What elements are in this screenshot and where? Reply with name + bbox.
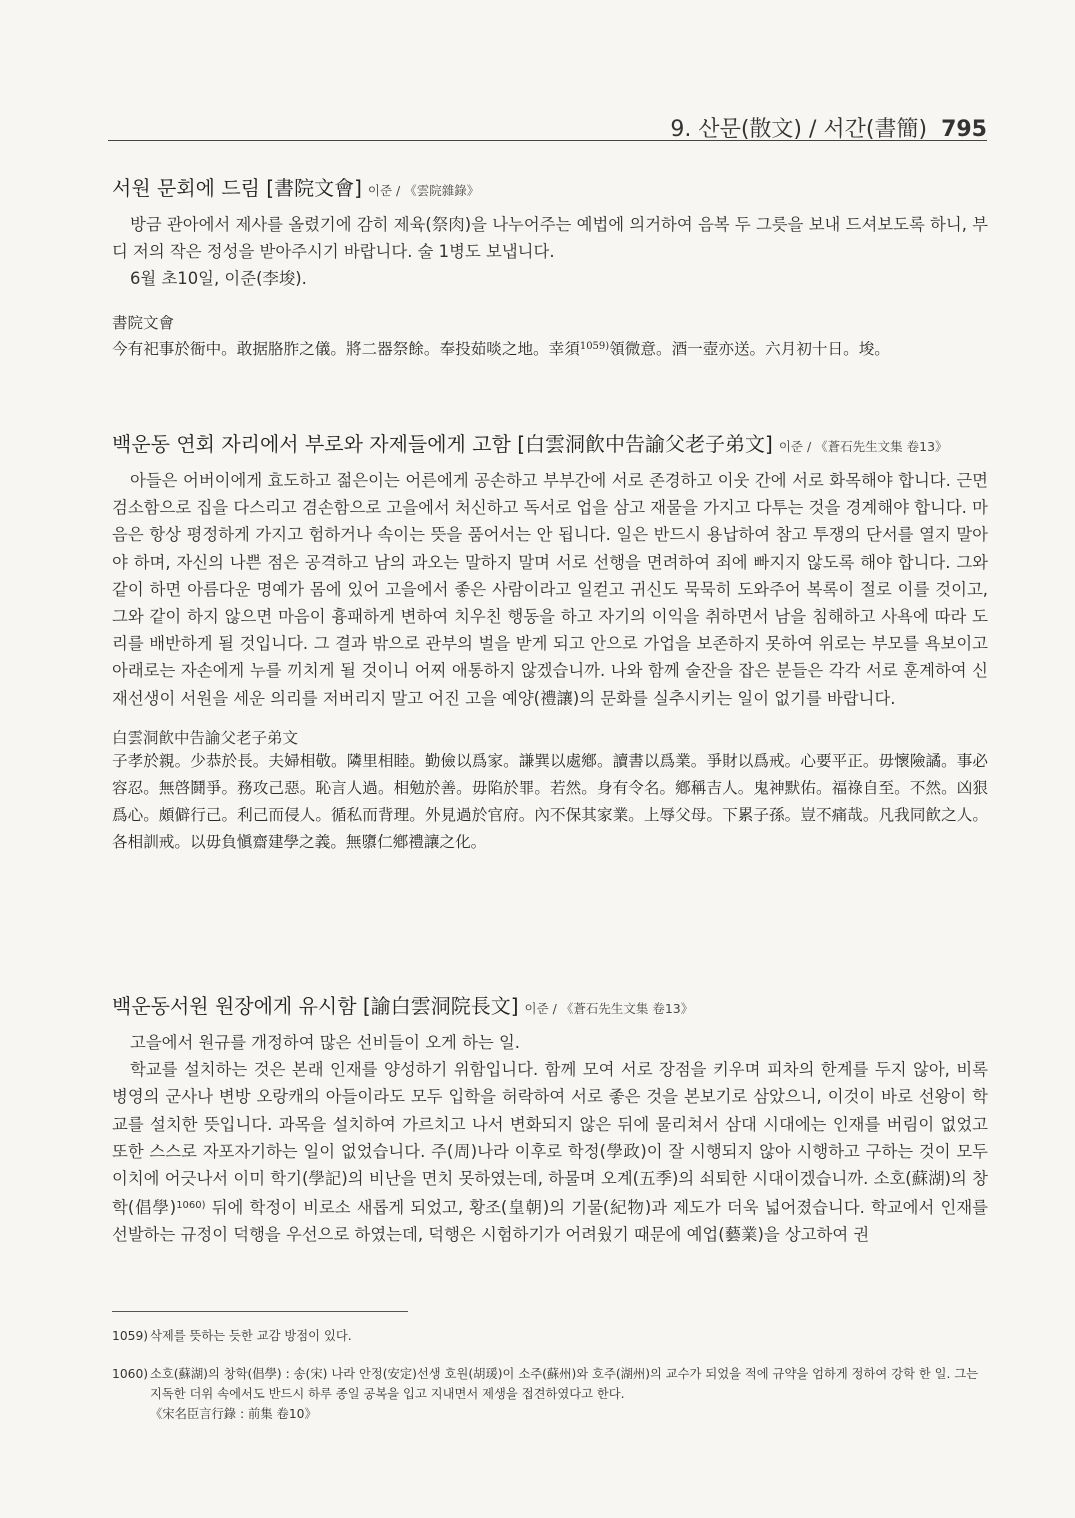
section-source: 이준 / 《蒼石先生文集 卷13》 bbox=[778, 439, 948, 454]
section-title bbox=[112, 172, 988, 201]
original-text bbox=[112, 333, 988, 363]
footnote-ref: 1060) bbox=[176, 1200, 206, 1212]
section-1 bbox=[112, 172, 988, 363]
footnote-text: 소호(蘇湖)의 창학(倡學) : 송(宋) 나라 안정(安定)선생 호원(胡瑗)이 소주(蘇州)와 호주(湖州)의 교수가 되었을 적에 규약을 엄하게 정하여 강학 한 일. 그는 지독한 더위 속에서도 반드시 하루 종일 공복을 입고 지내면서 제생을 접견하였다고 한다. bbox=[150, 1367, 979, 1401]
footnote-1059 bbox=[112, 1326, 986, 1346]
section-title-text: 백운동서원 원장에게 유시함 [諭白雲洞院長文] bbox=[112, 994, 519, 1018]
original-text-part: 領微意。酒一壺亦送。六月初十日。埈。 bbox=[609, 339, 890, 358]
section-title bbox=[112, 428, 988, 457]
footnote-number: 1060) bbox=[112, 1367, 149, 1381]
footnote-rule bbox=[112, 1311, 408, 1312]
page-number: 795 bbox=[941, 117, 987, 142]
running-title: 9. 산문(散文) / 서간(書簡) bbox=[670, 117, 928, 142]
header-rule bbox=[108, 140, 987, 141]
section-title-text: 서원 문회에 드림 [書院文會] bbox=[112, 176, 362, 200]
paragraph-part: 뒤에 학정이 비로소 새롭게 되었고, 황조(皇朝)의 기물(紀物)과 제도가 더욱 넓어졌습니다. 학교에서 인재를 선발하는 규정이 덕행을 우선으로 하였는데, 덕행은 시험하기가 어려웠기 때문에 예업(藝業)을 상고하여 권 bbox=[112, 1198, 988, 1245]
footnote-citation: 《宋名臣言行錄 : 前集 卷10》 bbox=[150, 1407, 317, 1421]
section-source: 이준 / 《雲院雜錄》 bbox=[367, 183, 480, 198]
paragraph-part: 학교를 설치하는 것은 본래 인재를 양성하기 위함입니다. 함께 모여 서로 장점을 키우며 피차의 한계를 두지 않아, 비록 병영의 군사나 변방 오랑캐의 아들이라도 모두 입학을 허락하여 서로 좋은 것을 본보기로 삼았으니, 이것이 바로 선왕이 학교를 설치한 뜻입니다. 과목을 설치하여 가르치고 나서 변화되지 않은 뒤에 물리쳐서 삼대 시대에는 인재를 버림이 없었고 또한 스스로 자포자기하는 일이 없었습니다. 주(周)나라 이후로 학정(學政)이 잘 시행되지 않아 시행하고 구하는 것이 모두 이치에 어긋나서 이미 학기(學記)의 비난을 면치 못하였는데, 하물며 오계(五季)의 쇠퇴한 시대이겠습니까. 소호(蘇湖)의 창학(倡學) bbox=[112, 1060, 988, 1218]
running-head bbox=[108, 112, 987, 143]
footnote-number: 1059) bbox=[112, 1329, 149, 1343]
translation-paragraph: 아들은 어버이에게 효도하고 젊은이는 어른에게 공손하고 부부간에 서로 존경하고 이웃 간에 서로 화목해야 합니다. 근면 검소함으로 집을 다스리고 겸손함으로 고을에서 처신하고 독서로 업을 삼고 재물을 가지고 다투는 것을 경계해야 합니다. 마음은 항상 평정하게 가지고 험하거나 속이는 뜻을 품어서는 안 됩니다. 일은 반드시 용납하여 참고 투쟁의 단서를 열지 말아야 하며, 자신의 나쁜 점은 공격하고 남의 과오는 말하지 말며 서로 선행을 면려하여 죄에 빠지지 않도록 해야 합니다. 그와 같이 하면 아름다운 명예가 몸에 있어 고을에서 좋은 사람이라고 일컫고 귀신도 묵묵히 도와주어 복록이 절로 이를 것이고, 그와 같이 하지 않으면 마음이 흉패하게 변하여 치우친 행동을 하고 자기의 이익을 취하면서 남을 침해하고 사욕에 따라 도리를 배반하게 될 것입니다. 그 결과 밖으로 관부의 벌을 받게 되고 안으로 가업을 보존하지 못하여 위로는 부모를 욕보이고 아래로는 자손에게 누를 끼치게 될 것이니 어찌 애통하지 않겠습니까. 나와 함께 술잔을 잡은 분들은 각각 서로 훈계하여 신재선생이 서원을 세운 의리를 저버리지 말고 어진 고을 예양(禮讓)의 문화를 실추시키는 일이 없기를 바랍니다. bbox=[112, 471, 988, 708]
footnote-1060 bbox=[112, 1364, 986, 1424]
section-3 bbox=[112, 990, 988, 1249]
translation-paragraph: 방금 관아에서 제사를 올렸기에 감히 제육(祭肉)을 나누어주는 예법에 의거하여 음복 두 그릇을 보내 드셔보도록 하니, 부디 저의 작은 정성을 받아주시기 바랍니다. 술 1병도 보냅니다. bbox=[112, 215, 988, 262]
translation-paragraph bbox=[112, 1056, 988, 1248]
section-title-text: 백운동 연회 자리에서 부로와 자제들에게 고함 [白雲洞飮中告諭父老子弟文] bbox=[112, 432, 773, 456]
section-2 bbox=[112, 428, 988, 856]
original-heading: 白雲洞飮中告諭父老子弟文 bbox=[112, 728, 299, 747]
section-title bbox=[112, 990, 988, 1019]
footnote-text: 삭제를 뜻하는 듯한 교감 방점이 있다. bbox=[150, 1329, 352, 1343]
translation-paragraph: 6월 초10일, 이준(李埈). bbox=[130, 269, 307, 289]
original-heading: 書院文會 bbox=[112, 313, 175, 332]
section-source: 이준 / 《蒼石先生文集 卷13》 bbox=[524, 1001, 694, 1016]
footnote-ref: 1059) bbox=[579, 340, 610, 352]
translation-paragraph: 고을에서 원규를 개정하여 많은 선비들이 오게 하는 일. bbox=[130, 1033, 521, 1052]
original-text-part: 今有祀事於衙中。敢据胳胙之儀。將二器祭餘。奉投茹啖之地。幸須 bbox=[112, 339, 580, 358]
original-text: 子孝於親。少恭於長。夫婦相敬。隣里相睦。勤儉以爲家。謙巽以處鄕。讀書以爲業。爭財以爲戒。心要平正。毋懷險譎。事必容忍。無啓鬪爭。務攻己惡。恥言人過。相勉於善。毋陷於罪。若然。身有令名。鄕稱吉人。鬼神默佑。福祿自至。不然。凶狠爲心。頗僻行己。利己而侵人。循私而背理。外見過於官府。內不保其家業。上辱父母。下累子孫。豈不痛哉。凡我同飮之人。各相訓戒。以毋負愼齋建學之義。無隳仁鄕禮讓之化。 bbox=[112, 751, 988, 851]
